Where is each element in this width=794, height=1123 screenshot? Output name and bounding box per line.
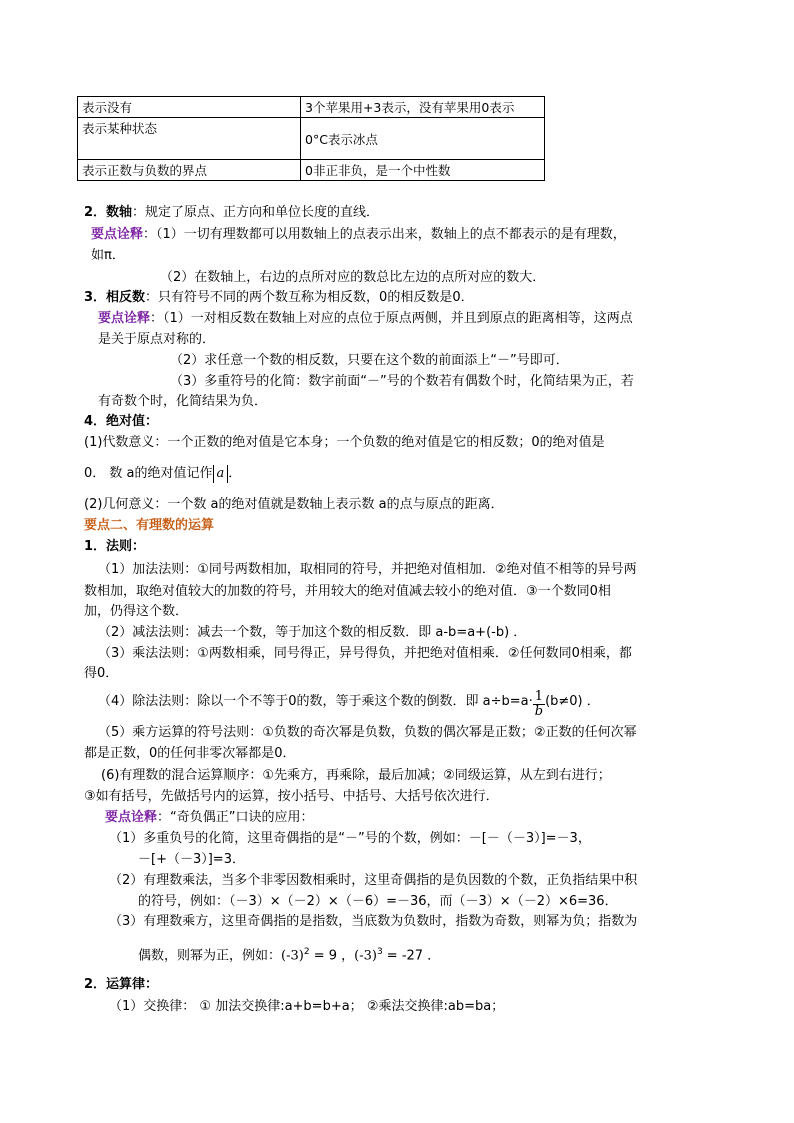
- paragraph-text: （1）交换律： ① 加法交换律:a+b=b+a； ②乘法交换律:ab=ba；: [109, 999, 505, 1014]
- math-expr: = 9 ，: [309, 948, 355, 964]
- paragraph-text: 都是正数，0的任何非零次幂都是0．: [84, 746, 296, 761]
- paragraph-text: 数相加，取绝对值较大的加数的符号，并用较大的绝对值减去较小的绝对值．③一个数同0相: [84, 584, 611, 599]
- table-cell: 0非正非负，是一个中性数: [301, 160, 545, 181]
- key-note-label: 要点诠释: [91, 227, 144, 242]
- number-line-def: [84, 204, 379, 222]
- table-cell: 表示某种状态: [78, 118, 301, 160]
- paragraph-text: （5）乘方运算的符号法则：①负数的奇次幂是负数，负数的偶次幂是正数；②正数的任何次幂: [98, 725, 637, 740]
- paragraph-text: 是关于原点对称的．: [98, 332, 216, 347]
- math-expr: (-3): [354, 948, 377, 964]
- paragraph-text: (2)几何意义：一个数 a的绝对值就是数轴上表示数 a的点与原点的距离．: [84, 497, 504, 512]
- division-rule-line: [98, 690, 600, 719]
- paragraph-text: （2）求任意一个数的相反数，只要在这个数的前面添上“－”号即可．: [170, 353, 569, 368]
- paragraph-text: (1)代数意义：一个正数的绝对值是它本身；一个负数的绝对值是它的相反数；0的绝对值是: [84, 435, 605, 450]
- paragraph-text: （3）有理数乘方，这里奇偶指的是指数，当底数为负数时，指数为奇数，则幂为负；指数为: [109, 914, 638, 929]
- paragraph-text: －[+（－3）]=3．: [138, 852, 245, 867]
- note-line: [105, 809, 314, 827]
- paragraph-text: 的符号，例如：（－3）×（－2）×（－6）=－36，而（－3）×（－2）×6=36．: [138, 894, 618, 909]
- paragraph-text: ：“奇负偶正”口诀的应用：: [157, 810, 314, 825]
- math-expr: = -27 ．: [382, 948, 441, 964]
- key-note-label: 要点诠释: [98, 311, 151, 326]
- note-line: [98, 310, 633, 328]
- paragraph-text: ③如有括号，先做括号内的运算，按小括号、中括号、大括号依次进行．: [84, 789, 499, 804]
- paragraph-text: （1）加法法则：①同号两数相加，取相同的符号，并把绝对值相加．②绝对值不相等的异号两: [98, 562, 637, 577]
- table-cell: 3个苹果用+3表示，没有苹果用0表示: [301, 97, 545, 118]
- paragraph-text: (6)有理数的混合运算顺序：①先乘方，再乘除，最后加减；②同级运算，从左到右进行；: [101, 768, 611, 783]
- paragraph-text: （3）乘法法则：①两数相乘，同号得正，异号得负，并把绝对值相乘．②任何数同0相乘，都: [98, 646, 632, 661]
- table-cell: 表示没有: [78, 97, 301, 118]
- exponent: 3: [376, 947, 383, 957]
- paragraph-text: 加，仍得这个数．: [84, 604, 189, 619]
- fraction-numerator: 1: [534, 689, 544, 704]
- paragraph-text: （4）除法法则：除以一个不等于0的数，等于乘这个数的倒数．即 a÷b=a·: [98, 694, 533, 709]
- section-heading: 2．数轴: [84, 205, 133, 220]
- note-line: [91, 226, 626, 244]
- paragraph-text: ：只有符号不同的两个数互称为相反数，0的相反数是0．: [145, 290, 474, 305]
- table-cell: 0°C表示冰点: [301, 118, 545, 160]
- paragraph-text: 得0．: [84, 666, 119, 681]
- paragraph-text: 0． 数 a的绝对值记作: [84, 466, 213, 481]
- paragraph-text: ．: [228, 466, 242, 481]
- power-example-line: [138, 943, 440, 965]
- math-expr: (-3): [281, 948, 304, 964]
- paragraph-text: （2）有理数乘法，当多个非零因数相乘时，这里奇偶指的是负因数的个数，正负指结果中积: [109, 873, 638, 888]
- major-section-title: 要点二、有理数的运算: [84, 518, 215, 533]
- paragraph-text: ：规定了原点、正方向和单位长度的直线．: [132, 205, 380, 220]
- reciprocal-fraction: [533, 690, 545, 719]
- paragraph-text: ：（1）一对相反数在数轴上对应的点位于原点两侧，并且到原点的距离相等，这两点: [150, 311, 633, 326]
- section-heading: 1．法则：: [84, 539, 146, 554]
- paragraph-text: （2）减法法则：减去一个数，等于加这个数的相反数．即 a-b=a+(-b) ．: [98, 625, 527, 640]
- section-heading: 4．绝对值：: [84, 414, 159, 429]
- paragraph-text: （1）多重负号的化简，这里奇偶指的是“－”号的个数，例如：－[－（－3）]=－3，: [109, 831, 591, 846]
- section-heading: 3．相反数: [84, 290, 146, 305]
- fraction-denominator: b: [534, 704, 544, 719]
- paragraph-text: （2）在数轴上，右边的点所对应的数总比左边的点所对应的数大．: [160, 270, 546, 285]
- paragraph-text: 偶数，则幂为正，例如：: [138, 948, 282, 964]
- key-note-label: 要点诠释: [105, 810, 158, 825]
- section-heading: 2．运算律：: [84, 977, 159, 992]
- abs-notation-line: [84, 465, 241, 483]
- paragraph-text: (b≠0) ．: [545, 694, 600, 709]
- table-cell: 表示正数与负数的界点: [78, 160, 301, 181]
- absolute-value-notation: a: [213, 465, 229, 483]
- zero-meaning-table: [77, 96, 545, 181]
- opposite-number-def: [84, 289, 474, 307]
- paragraph-text: 有奇数个时，化简结果为负．: [98, 394, 268, 409]
- paragraph-text: （3）多重符号的化简：数字前面“－”号的个数若有偶数个时，化简结果为正，若: [170, 374, 634, 389]
- paragraph-text: ：（1）一切有理数都可以用数轴上的点表示出来，数轴上的点不都表示的是有理数，: [143, 227, 626, 242]
- paragraph-text: 如π．: [91, 248, 125, 263]
- exponent: 2: [303, 947, 310, 957]
